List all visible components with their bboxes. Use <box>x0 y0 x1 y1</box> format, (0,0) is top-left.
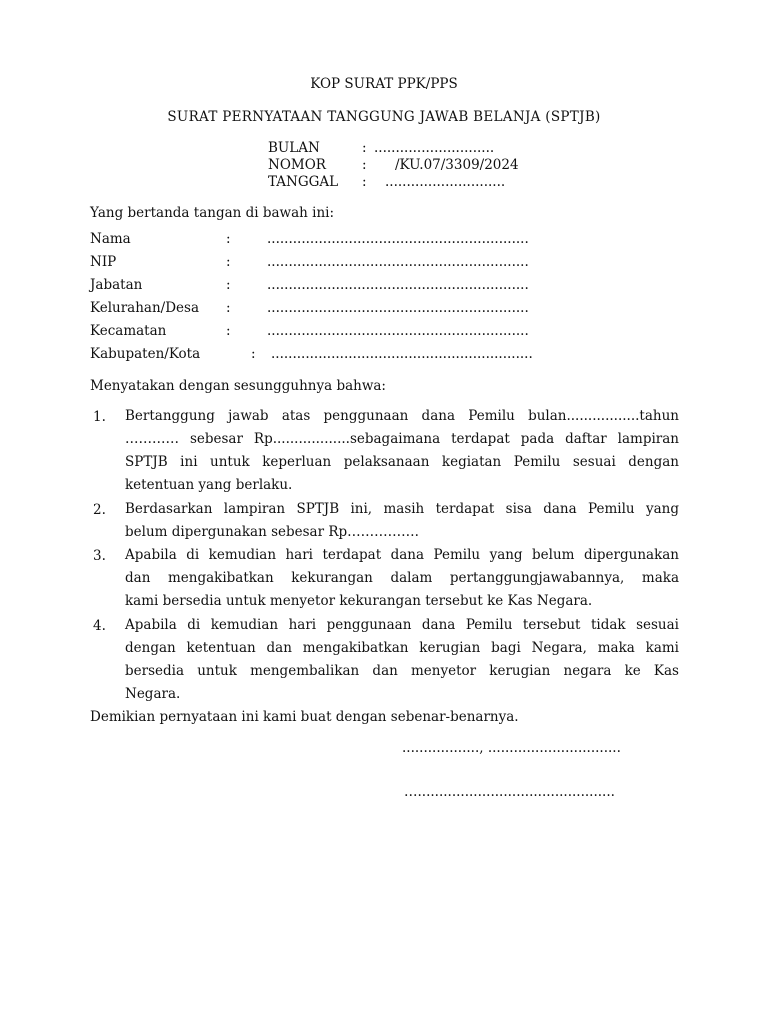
intro-text: Yang bertanda tangan di bawah ini: <box>90 205 335 221</box>
item-2-line-1: Berdasarkan lampiran SPTJB ini, masih terdapat sisa dana Pemilu yang <box>125 501 679 517</box>
kabupaten-value: ............................................................. <box>271 346 533 362</box>
nama-colon: : <box>226 231 231 247</box>
item-4-line-2: dengan ketentuan dan mengakibatkan kerugian bagi Negara, maka kami <box>125 640 679 656</box>
item-4-number: 4. <box>93 618 106 634</box>
nomor-colon: : <box>362 157 367 173</box>
item-3-line-3: kami bersedia untuk menyetor kekurangan tersebut ke Kas Negara. <box>125 593 593 609</box>
item-3-line-2: dan mengakibatkan kekurangan dalam pertanggungjawabannya, maka <box>125 570 679 586</box>
signature-line: ….............................................. <box>404 784 615 800</box>
jabatan-colon: : <box>226 277 231 293</box>
kelurahan-label: Kelurahan/Desa <box>90 300 200 316</box>
item-4-line-4: Negara. <box>125 686 181 702</box>
item-1-line-3: SPTJB ini untuk keperluan pelaksanaan kegiatan Pemilu sesuai dengan <box>125 454 679 470</box>
item-2-line-2: belum dipergunakan sebesar Rp……………. <box>125 524 419 540</box>
nip-colon: : <box>226 254 231 270</box>
item-1-line-1: Bertanggung jawab atas penggunaan dana Pemilu bulan.................tahun <box>125 408 679 424</box>
item-4-text <box>125 614 679 706</box>
jabatan-label: Jabatan <box>90 277 143 293</box>
bulan-label: BULAN <box>268 140 320 156</box>
item-4-line-3: bersedia untuk mengembalikan dan menyetor kerugian negara ke Kas <box>125 663 679 679</box>
item-1-line-2: ………… sebesar Rp..................sebagaimana terdapat pada daftar lampiran <box>125 431 679 447</box>
item-1-number: 1. <box>93 409 106 425</box>
tanggal-value: ............................ <box>385 174 506 190</box>
item-4-line-1: Apabila di kemudian hari penggunaan dana Pemilu tersebut tidak sesuai <box>125 617 679 633</box>
place-date: .................., ............................... <box>402 740 621 756</box>
kelurahan-value: ............................................................. <box>267 300 529 316</box>
kecamatan-colon: : <box>226 323 231 339</box>
kelurahan-colon: : <box>226 300 231 316</box>
closing-text: Demikian pernyataan ini kami buat dengan sebenar-benarnya. <box>90 709 519 725</box>
kabupaten-label: Kabupaten/Kota <box>90 346 201 362</box>
nomor-value: /KU.07/3309/2024 <box>395 157 519 173</box>
kecamatan-value: ............................................................. <box>267 323 529 339</box>
nomor-label: NOMOR <box>268 157 326 173</box>
letterhead-placeholder: KOP SURAT PPK/PPS <box>310 76 458 92</box>
item-3-line-1: Apabila di kemudian hari terdapat dana Pemilu yang belum dipergunakan <box>125 547 679 563</box>
item-2-text <box>125 498 679 544</box>
bulan-value: ............................ <box>374 140 495 156</box>
nip-label: NIP <box>90 254 117 270</box>
bulan-colon: : <box>362 140 367 156</box>
jabatan-value: ............................................................. <box>267 277 529 293</box>
item-1-text <box>125 405 679 497</box>
item-2-number: 2. <box>93 502 106 518</box>
tanggal-colon: : <box>362 174 367 190</box>
nama-value: ............................................................. <box>267 231 529 247</box>
item-3-number: 3. <box>93 548 106 564</box>
item-3-text <box>125 544 679 613</box>
tanggal-label: TANGGAL <box>268 174 339 190</box>
document-title: SURAT PERNYATAAN TANGGUNG JAWAB BELANJA (SPTJB) <box>167 109 601 125</box>
kecamatan-label: Kecamatan <box>90 323 167 339</box>
declaration-text: Menyatakan dengan sesungguhnya bahwa: <box>90 378 386 394</box>
kabupaten-colon: : <box>251 346 256 362</box>
nama-label: Nama <box>90 231 131 247</box>
nip-value: ............................................................. <box>267 254 529 270</box>
item-1-line-4: ketentuan yang berlaku. <box>125 477 293 493</box>
